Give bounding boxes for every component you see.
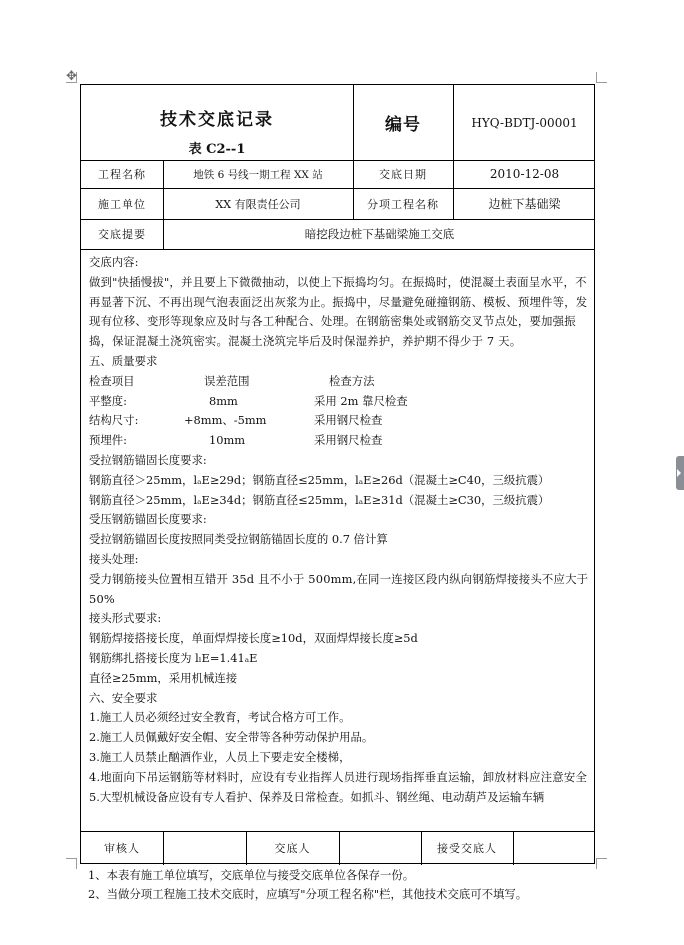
disclosure-date-value: 2010-12-08	[489, 167, 560, 181]
quality-heading: 五、质量要求	[89, 353, 158, 368]
tension-anchor-line: 钢筋直径＞25mm，lₐE≥34d；钢筋直径≤25mm，lₐE≥31d（混凝土≥C30，三级抗震）	[89, 492, 550, 507]
joint-form-line: 钢筋焊接搭接长度，单面焊焊接长度≥10d，双面焊焊接长度≥5d	[89, 631, 418, 646]
safety-heading: 六、安全要求	[89, 690, 158, 705]
subproject-name-label: 分项工程名称	[367, 197, 439, 211]
joint-paragraph: 受力钢筋接头位置相互错开 35d 且不小于 500mm,在同一连接区段内纵向钢筋焊接接头不应大于 50%	[89, 571, 589, 606]
construction-unit-label: 施工单位	[98, 197, 146, 211]
number-label: 编号	[385, 115, 421, 135]
subproject-name-value: 边桩下基础梁	[488, 197, 561, 211]
number-value: HYQ-BDTJ-00001	[471, 115, 578, 130]
disclosure-date-label: 交底日期	[379, 168, 427, 181]
compression-anchor-heading: 受压钢筋锚固长度要求:	[89, 512, 207, 527]
quality-row	[89, 431, 589, 451]
receiver-label: 接受交底人	[437, 842, 497, 855]
quality-row	[89, 411, 589, 431]
rule	[81, 249, 594, 250]
tension-anchor-line: 钢筋直径＞25mm，lₐE≥29d；钢筋直径≤25mm，lₐE≥26d（混凝土≥C40，三级抗震）	[89, 472, 550, 487]
construction-unit-value: XX 有限责任公司	[215, 197, 301, 211]
row-item: 平整度:	[89, 393, 128, 408]
form-number: 表 C2--1	[188, 141, 246, 157]
col-check-method: 检查方法	[329, 373, 375, 388]
corner-mark-bottom-right	[596, 858, 607, 869]
safety-item: 2.施工人员佩戴好安全帽、安全带等各种劳动保护用品。	[89, 730, 374, 745]
footnote: 2、当做分项工程施工技术交底时，应填写"分项工程名称"栏，其他技术交底可不填写。	[88, 887, 528, 901]
disclosure-content	[89, 253, 589, 807]
safety-item: 1.施工人员必须经过安全教育，考试合格方可工作。	[89, 710, 351, 725]
reviewer-label: 审核人	[104, 842, 140, 855]
joint-form-line: 钢筋绑扎搭接长度为 lₗE=1.41ₐE	[89, 650, 258, 665]
safety-item: 3.施工人员禁止酗酒作业，人员上下要走安全楼梯，	[89, 749, 351, 764]
project-name-label: 工程名称	[98, 168, 146, 181]
discloser-signature-field[interactable]	[339, 831, 421, 865]
row-range: 10mm	[209, 433, 246, 448]
tension-anchor-heading: 受拉钢筋锚固长度要求:	[89, 452, 207, 467]
row-item: 结构尺寸:	[89, 413, 139, 428]
discloser-label: 交底人	[274, 842, 311, 855]
content-heading: 交底内容:	[89, 255, 139, 269]
safety-item: 5.大型机械设备应设有专人看护、保养及日常检查。如抓斗、钢丝绳、电动葫芦及运输车辆	[89, 789, 545, 804]
receiver-signature-field[interactable]	[513, 831, 596, 865]
quality-row	[89, 392, 589, 412]
document-title: 技术交底记录	[160, 109, 274, 130]
joint-form-heading: 接头形式要求:	[89, 611, 162, 626]
col-tolerance: 误差范围	[204, 373, 250, 388]
disclosure-summary-value: 暗挖段边桩下基础梁施工交底	[304, 227, 455, 241]
corner-mark-top-right	[596, 72, 607, 83]
footnotes	[88, 866, 527, 904]
disclosure-summary-label: 交底提要	[98, 228, 146, 241]
quality-table-header	[89, 372, 589, 392]
table-move-handle-icon[interactable]: ✥	[66, 69, 77, 84]
row-range: 8mm	[209, 393, 238, 408]
joint-form-line: 直径≥25mm，采用机械连接	[89, 670, 238, 685]
compression-anchor-line: 受拉钢筋锚固长度按照同类受拉钢筋锚固长度的 0.7 倍计算	[89, 532, 388, 547]
footnote: 1、本表有施工单位填写，交底单位与接受交底单位各保存一份。	[88, 868, 415, 882]
project-name-value: 地铁 6 号线一期工程 XX 站	[193, 168, 323, 181]
side-panel-toggle-icon[interactable]	[676, 456, 684, 490]
row-method: 采用 2m 靠尺检查	[314, 393, 408, 408]
row-method: 采用钢尺检查	[314, 433, 383, 448]
joint-heading: 接头处理:	[89, 551, 139, 566]
corner-mark-bottom-left	[66, 858, 77, 869]
reviewer-signature-field[interactable]	[163, 831, 246, 865]
disclosure-record-table	[80, 84, 595, 864]
row-method: 采用钢尺检查	[314, 413, 383, 428]
row-item: 预埋件:	[89, 433, 128, 448]
row-range: +8mm、-5mm	[184, 413, 267, 428]
col-check-item: 检查项目	[89, 373, 135, 388]
content-paragraph: 做到"快插慢拔"，并且要上下微微抽动，以使上下振捣均匀。在振捣时，使混凝土表面呈水平，不再显著下沉、不再出现气泡表面泛出灰浆为止。振捣中，尽量避免碰撞钢筋、模板、预埋件等，发现有位移、变形等现象应及时与各工种配合、处理。在钢筋密集处或钢筋交叉节点处，要加强振捣，保证混凝土浇筑密实。混凝土浇筑完毕后及时保湿养护，养护期不得少于 7 天。	[89, 274, 588, 349]
safety-item: 4.地面向下吊运钢筋等材料时，应设有专业指挥人员进行现场指挥垂直运输，卸放材料应注意安全	[89, 769, 588, 784]
